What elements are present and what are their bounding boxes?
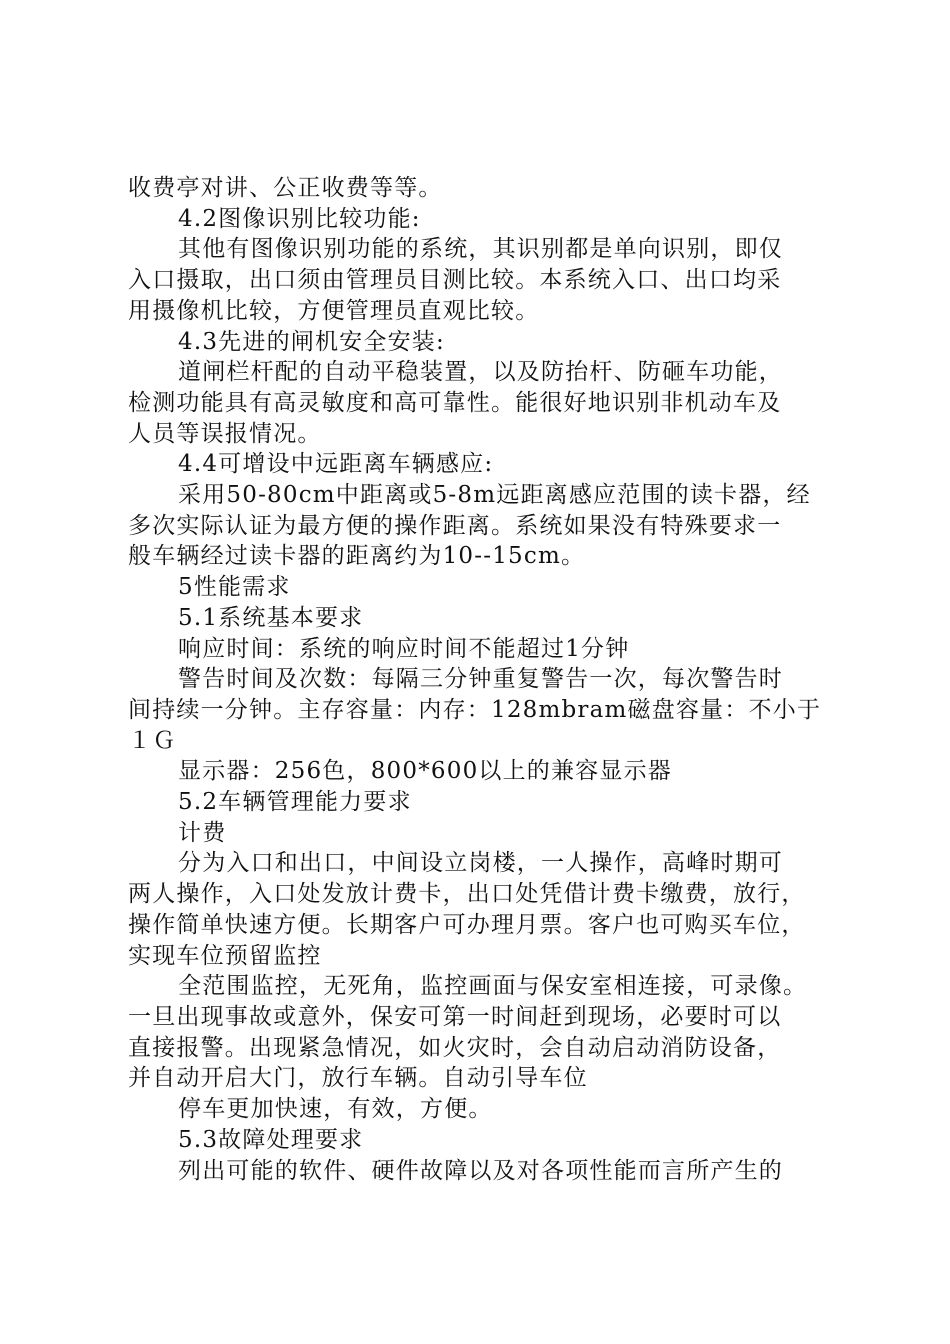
- text-line: 5性能需求: [178, 574, 291, 601]
- text-line: 直接报警。出现紧急情况，如火灾时，会自动启动消防设备，: [128, 1034, 782, 1061]
- text-line: 警告时间及次数：每隔三分钟重复警告一次，每次警告时: [178, 666, 783, 693]
- paragraph: [128, 848, 833, 971]
- text-line: 分为入口和出口，中间设立岗楼，一人操作，高峰时期可: [178, 850, 783, 877]
- text-line: 检测功能具有高灵敏度和高可靠性。能很好地识别非机动车及: [128, 389, 782, 416]
- text-line: 一旦出现事故或意外，保安可第一时间赶到现场，必要时可以: [128, 1003, 782, 1030]
- text-line: 5.1系统基本要求: [178, 604, 364, 631]
- paragraph: [128, 756, 833, 787]
- paragraph: [128, 787, 833, 818]
- paragraph: [128, 603, 833, 634]
- text-line: 全范围监控，无死角，监控画面与保安室相连接，可录像。: [178, 973, 808, 1000]
- paragraph: [128, 173, 833, 204]
- text-line: 人员等误报情况。: [128, 420, 322, 447]
- text-line: 道闸栏杆配的自动平稳装置，以及防抬杆、防砸车功能，: [178, 359, 783, 386]
- text-line: 入口摄取，出口须由管理员目测比较。本系统入口、出口均采: [128, 267, 782, 294]
- text-line: 4.3先进的闸机安全安装:: [178, 328, 445, 355]
- text-line: 操作简单快速方便。长期客户可办理月票。客户也可购买车位，: [128, 911, 806, 938]
- text-line: 间持续一分钟。主存容量：内存：128mbram磁盘容量：不小于: [128, 696, 822, 723]
- text-line: 其他有图像识别功能的系统，其识别都是单向识别，即仅: [178, 236, 783, 263]
- text-line: 收费亭对讲、公正收费等等。: [128, 175, 443, 201]
- text-line: 列出可能的软件、硬件故障以及对各项性能而言所产生的: [178, 1157, 783, 1184]
- text-line: 4.4可增设中远距离车辆感应:: [178, 451, 494, 478]
- text-line: 响应时间：系统的响应时间不能超过1分钟: [178, 635, 630, 662]
- paragraph: [128, 634, 833, 665]
- paragraph: [128, 204, 833, 235]
- paragraph: [128, 971, 833, 1094]
- text-line: 用摄像机比较，方便管理员直观比较。: [128, 297, 540, 324]
- paragraph: [128, 1156, 833, 1187]
- text-line: 5.2车辆管理能力要求: [178, 789, 412, 816]
- paragraph: [128, 480, 833, 572]
- text-line: 4.2图像识别比较功能:: [178, 205, 421, 232]
- paragraph: [128, 1094, 833, 1125]
- text-line: 停车更加快速，有效，方便。: [178, 1096, 493, 1123]
- paragraph: [128, 234, 833, 326]
- paragraph: [128, 572, 833, 603]
- paragraph: [128, 1125, 833, 1156]
- text-line: 实现车位预留监控: [128, 942, 322, 969]
- text-line: 5.3故障处理要求: [178, 1126, 364, 1153]
- paragraph: [128, 449, 833, 480]
- text-line: 显示器：256色，800*600以上的兼容显示器: [178, 758, 672, 785]
- text-line: 般车辆经过读卡器的距离约为10--15cm。: [128, 543, 586, 570]
- text-line: １Ｇ: [128, 727, 177, 754]
- paragraph: [128, 664, 833, 756]
- text-line: 多次实际认证为最方便的操作距离。系统如果没有特殊要求一: [128, 512, 782, 539]
- text-line: 采用50-80cm中距离或5-8m远距离感应范围的读卡器，经: [178, 482, 811, 509]
- document-body: [128, 173, 833, 1186]
- text-line: 计费: [178, 819, 227, 846]
- text-line: 并自动开启大门，放行车辆。自动引导车位: [128, 1065, 588, 1092]
- paragraph: [128, 357, 833, 449]
- paragraph: [128, 818, 833, 849]
- paragraph: [128, 327, 833, 358]
- text-line: 两人操作，入口处发放计费卡，出口处凭借计费卡缴费，放行，: [128, 881, 806, 908]
